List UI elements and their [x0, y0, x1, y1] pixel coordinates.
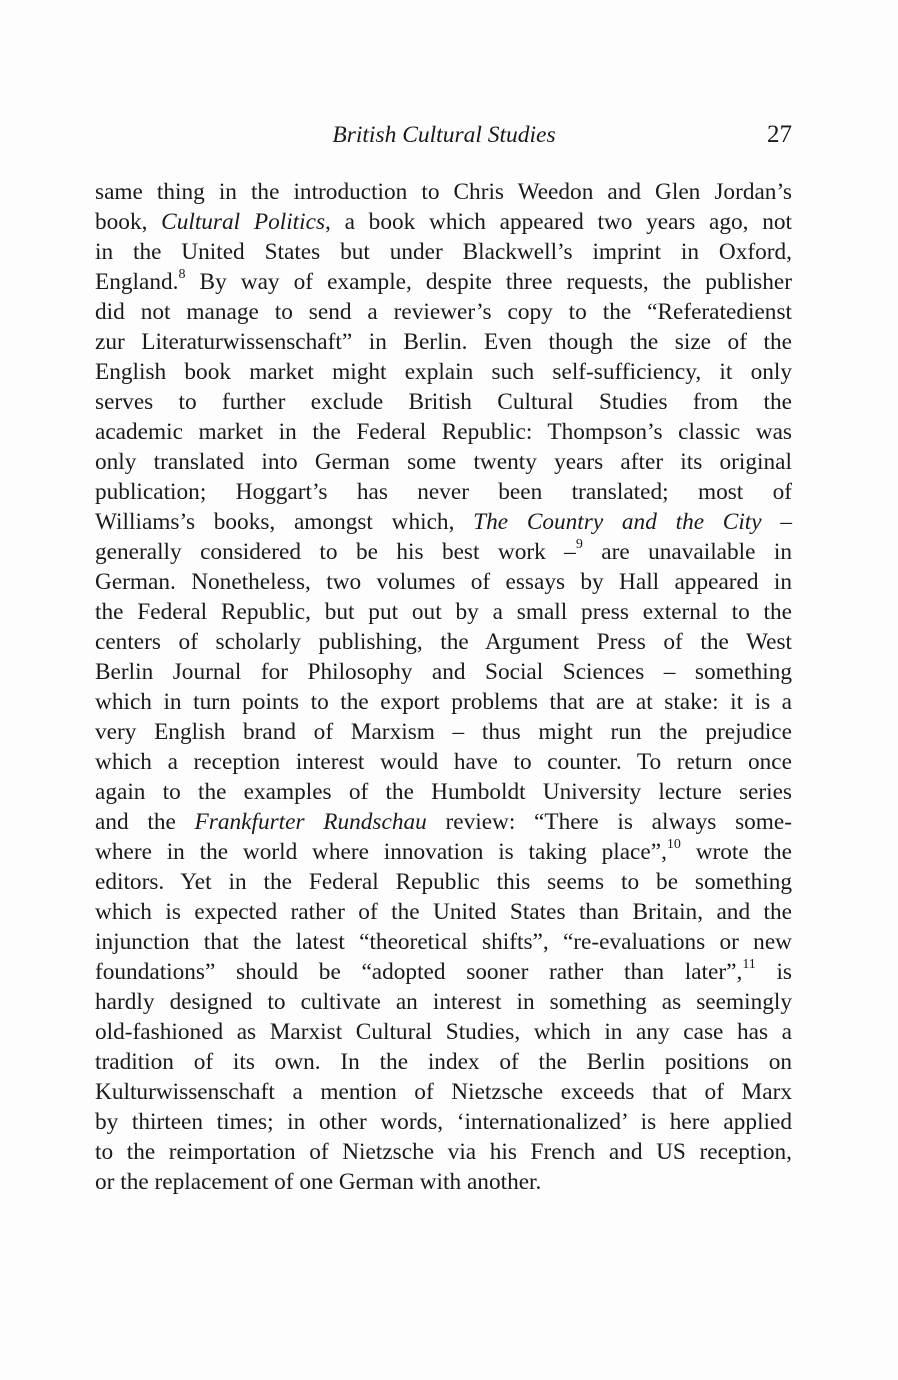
text-span: book, — [95, 209, 162, 235]
text-span: generally considered to be his best work – — [95, 539, 576, 565]
text-line — [95, 207, 792, 237]
text-line: did not manage to send a reviewer’s copy to the “Referatedienst — [95, 299, 792, 325]
text-span: and the — [95, 809, 195, 835]
text-line: centers of scholarly publishing, the Argument Press of the West — [95, 629, 792, 655]
text-line — [95, 507, 792, 537]
running-head — [96, 118, 792, 154]
text-line: very English brand of Marxism – thus might run the prejudice — [95, 719, 792, 745]
text-line: hardly designed to cultivate an interest in something as seemingly — [95, 989, 792, 1015]
text-line: editors. Yet in the Federal Republic this seems to be something — [95, 869, 792, 895]
text-span: review: “There is always some- — [426, 809, 793, 835]
body-text — [95, 177, 792, 1197]
text-line: which a reception interest would have to counter. To return once — [95, 749, 792, 775]
text-line: old-fashioned as Marxist Cultural Studies, which in any case has a — [95, 1019, 792, 1045]
page-number: 27 — [767, 121, 792, 148]
text-span: By way of example, despite three requests, the publisher — [185, 269, 792, 295]
footnote-marker-11: 11 — [742, 957, 756, 973]
text-line: to the reimportation of Nietzsche via his French and US reception, — [95, 1139, 792, 1165]
text-line: academic market in the Federal Republic: Thompson’s classic was — [95, 419, 792, 445]
text-span: , a book which appeared two years ago, not — [325, 209, 793, 235]
text-line: in the United States but under Blackwell’s imprint in Oxford, — [95, 239, 792, 265]
text-line: publication; Hoggart’s has never been translated; most of — [95, 479, 792, 505]
text-line: only translated into German some twenty years after its original — [95, 449, 792, 475]
text-line: Berlin Journal for Philosophy and Social Sciences – something — [95, 659, 792, 685]
text-line: English book market might explain such self-sufficiency, it only — [95, 359, 792, 385]
text-line: again to the examples of the Humboldt University lecture series — [95, 779, 792, 805]
text-span: Williams’s books, amongst which, — [95, 509, 474, 535]
text-line: Kulturwissenschaft a mention of Nietzsche exceeds that of Marx — [95, 1079, 792, 1105]
text-span: where in the world where innovation is taking place”, — [95, 839, 667, 865]
footnote-marker-9: 9 — [575, 537, 583, 553]
newspaper-title-frankfurter-rundschau: Frankfurter Rundschau — [194, 809, 427, 835]
text-line — [95, 957, 792, 987]
text-line — [95, 807, 792, 837]
text-line: which is expected rather of the United States than Britain, and the — [95, 899, 792, 925]
text-line — [95, 837, 792, 867]
text-span: foundations” should be “adopted sooner rather than later”, — [95, 959, 743, 985]
text-line: the Federal Republic, but put out by a small press external to the — [95, 599, 792, 625]
text-line: injunction that the latest “theoretical shifts”, “re-evaluations or new — [95, 929, 792, 955]
book-title-cultural-politics: Cultural Politics — [161, 209, 326, 235]
text-line: serves to further exclude British Cultural Studies from the — [95, 389, 792, 415]
text-line: same thing in the introduction to Chris Weedon and Glen Jordan’s — [95, 179, 792, 205]
text-line — [95, 537, 792, 567]
footnote-marker-10: 10 — [666, 837, 681, 853]
text-span: England. — [95, 269, 179, 295]
text-span: is — [755, 959, 793, 985]
text-span: wrote the — [680, 839, 792, 865]
book-title-country-and-city: The Country and the City — [473, 509, 762, 535]
text-span: – — [761, 509, 792, 535]
text-line: tradition of its own. In the index of the Berlin positions on — [95, 1049, 792, 1075]
text-line: German. Nonetheless, two volumes of essays by Hall appeared in — [95, 569, 792, 595]
text-span: are unavailable in — [582, 539, 793, 565]
text-line: which in turn points to the export problems that are at stake: it is a — [95, 689, 792, 715]
running-title: British Cultural Studies — [332, 122, 556, 148]
text-line: by thirteen times; in other words, ‘internationalized’ is here applied — [95, 1109, 792, 1135]
text-line-last: or the replacement of one German with another. — [95, 1169, 542, 1195]
text-line — [95, 267, 792, 297]
text-line: zur Literaturwissenschaft” in Berlin. Even though the size of the — [95, 329, 792, 355]
footnote-marker-8: 8 — [178, 267, 186, 283]
